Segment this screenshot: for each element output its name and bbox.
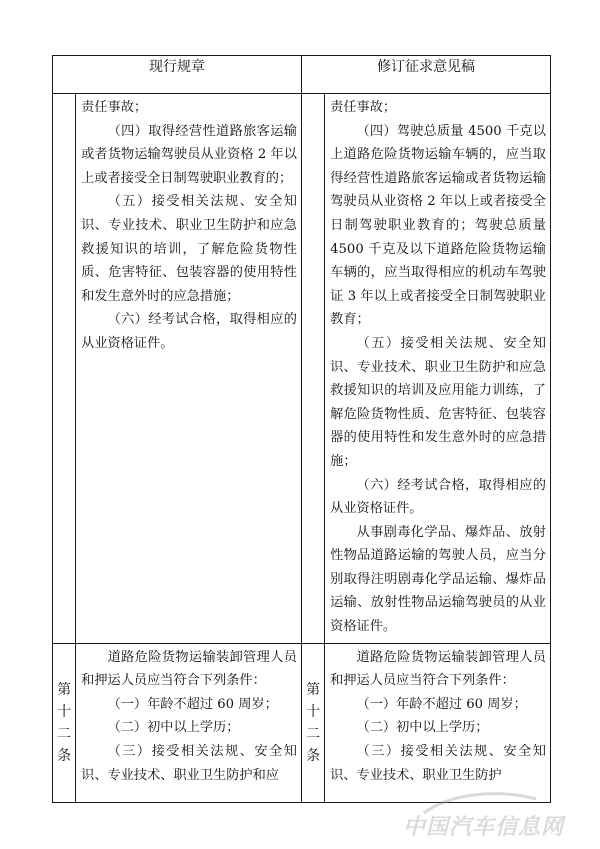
article-number-cell [301, 643, 324, 802]
paragraph: （二）初中以上学历； [356, 720, 489, 736]
current-rules-text [76, 94, 301, 360]
paragraph: 责任事故； [81, 100, 148, 115]
revision-draft-text [325, 644, 550, 792]
table-row [53, 94, 551, 644]
paragraph: （五）接受相关法规、安全知识、专业技术、职业卫生防护和应急救援知识的培训，了解危险货物性质、危害特征、包装容器的使用特性和发生意外时的应急措施； [81, 194, 297, 304]
paragraph: （二）初中以上学历； [107, 720, 240, 736]
article-char: 第 [306, 681, 321, 698]
article-char: 条 [57, 747, 72, 764]
paragraph: 道路危险货物运输装卸管理人员和押运人员应当符合下列条件： [81, 649, 297, 689]
paragraph: （三）接受相关法规、安全知识、专业技术、职业卫生防护 [330, 744, 546, 783]
revision-draft-text [325, 94, 550, 643]
header-revision-draft: 修订征求意见稿 [301, 56, 550, 94]
paragraph: （四）取得经营性道路旅客运输或者货物运输驾驶员从业资格 2 年以上或者接受全日制驾驶职业教育的； [81, 123, 297, 186]
article-number-cell [53, 643, 76, 802]
table-header-row [53, 56, 551, 94]
revision-draft-cell [325, 94, 551, 644]
article-char: 二 [57, 725, 72, 742]
article-char: 二 [306, 725, 321, 742]
article-char: 第 [57, 681, 72, 698]
current-rules-cell [76, 94, 302, 644]
header-current-rules: 现行规章 [53, 56, 302, 94]
paragraph: （三）接受相关法规、安全知识、专业技术、职业卫生防护和应 [81, 744, 297, 783]
paragraph: （一）年龄不超过 60 周岁； [356, 696, 527, 712]
paragraph: （五）接受相关法规、安全知识、专业技术、职业卫生防护和应急救援知识的培训及应用能力训练，了解危险货物性质、危害特征、包装容器的使用特性和发生意外时的应急措施； [330, 335, 546, 469]
current-rules-text [76, 644, 301, 792]
article-number-cell [301, 94, 324, 644]
paragraph: 从事剧毒化学品、爆炸品、放射性物品道路运输的驾驶人员，应当分别取得注明剧毒化学品运输、爆炸品运输、放射性物品运输驾驶员的从业资格证件。 [330, 524, 546, 635]
article-char: 条 [306, 747, 321, 764]
table-row [53, 643, 551, 802]
paragraph: 责任事故； [330, 100, 397, 115]
revision-draft-cell [325, 643, 551, 802]
article-number-cell [53, 94, 76, 644]
watermark-logo: 中国汽车信息网 [402, 815, 564, 840]
paragraph: （六）经考试合格，取得相应的从业资格证件。 [81, 312, 297, 351]
article-char: 十 [306, 703, 321, 720]
article-char: 十 [57, 703, 72, 720]
paragraph: （六）经考试合格，取得相应的从业资格证件。 [330, 477, 546, 517]
current-rules-cell [76, 643, 302, 802]
paragraph: （四）驾驶总质量 4500 千克以上道路危险货物运输车辆的，应当取得经营性道路旅客运输或者货物运输驾驶员从业资格 2 年以上或者接受全日制驾驶职业教育的；驾驶总质量 4500 千克及以下道路危险货物运输车辆的，应当取得相应的机动车驾驶证 3 年以上或者接受全日制驾驶职业教育； [330, 123, 546, 328]
comparison-table [52, 55, 551, 803]
paragraph: 道路危险货物运输装卸管理人员和押运人员应当符合下列条件： [330, 649, 546, 689]
paragraph: （一）年龄不超过 60 周岁； [107, 696, 278, 712]
